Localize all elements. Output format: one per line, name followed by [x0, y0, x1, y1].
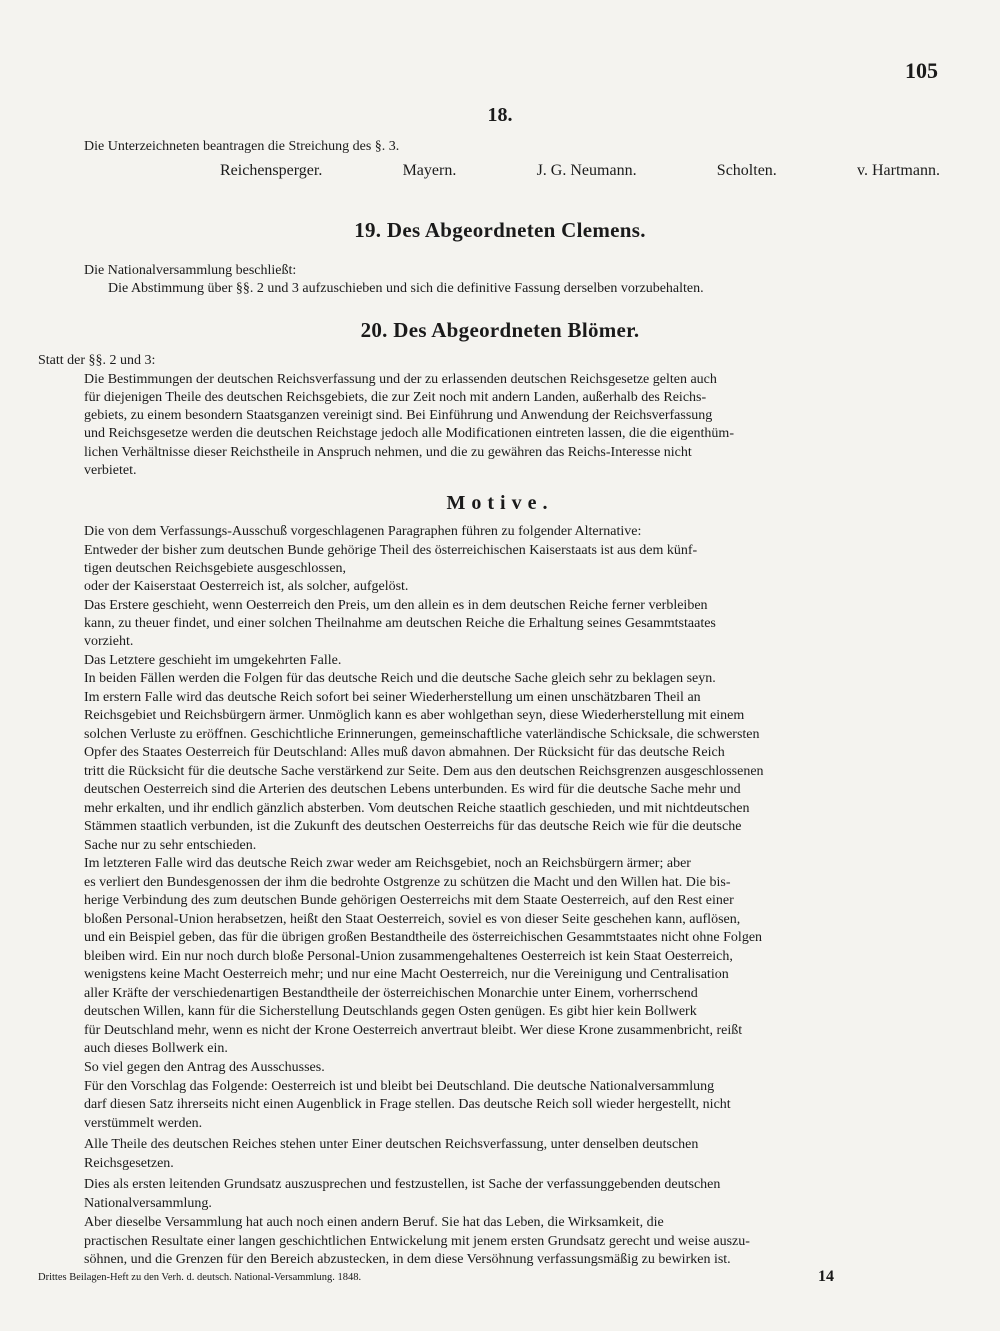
motive-line: söhnen, und die Grenzen für den Bereich abzustecken, in dem diese Versöhnung verfassungsmäßig zu bewirken ist. [84, 1252, 731, 1267]
section-20-line: Die Bestimmungen der deutschen Reichsverfassung und der zu erlassenden deutschen Reichsgesetze gelten auch [84, 372, 717, 387]
motive-line: vorzieht. [84, 634, 134, 649]
signature-mark: 14 [818, 1268, 834, 1285]
motive-line: Alle Theile des deutschen Reiches stehen unter Einer deutschen Reichsverfassung, unter denselben deutschen [84, 1137, 699, 1152]
section-20-line: lichen Verhältnisse dieser Reichstheile in Anspruch nehmen, und die zu gewähren das Reichs-Interesse nicht [84, 445, 692, 460]
motive-line: Sache nur zu sehr entschieden. [84, 838, 257, 853]
footer-source: Drittes Beilagen-Heft zu den Verh. d. deutsch. National-Versammlung. 1848. [38, 1272, 362, 1283]
motive-line: bleiben wird. Ein nur noch durch bloße Personal-Union zusammengehaltenes Oesterreich ist kein Staat Oesterreich, [84, 949, 733, 964]
motive-line: Aber dieselbe Versammlung hat auch noch einen andern Beruf. Sie hat das Leben, die Wirksamkeit, die [84, 1215, 664, 1230]
motive-line: auch dieses Bollwerk ein. [84, 1041, 228, 1056]
motive-line: Für den Vorschlag das Folgende: Oesterreich ist und bleibt bei Deutschland. Die deutsche Nationalversammlung [84, 1079, 715, 1094]
motive-line: Im erstern Falle wird das deutsche Reich sofort bei seiner Wiederherstellung um einen unschätzbaren Theil an [84, 690, 701, 705]
section-20-heading: 20. Des Abgeordneten Blömer. [360, 318, 640, 342]
motive-line: Die von dem Verfassungs-Ausschuß vorgeschlagenen Paragraphen führen zu folgender Alternative: [84, 524, 642, 539]
signatures [220, 162, 940, 180]
signature: Mayern. [402, 162, 457, 179]
page-number: 105 [905, 58, 938, 83]
motive-line: Das Letztere geschieht im umgekehrten Falle. [84, 653, 342, 668]
motive-line: aller Kräfte der verschiedenartigen Bestandtheile der österreichischen Monarchie unter Einem, vorherrschend [84, 986, 698, 1001]
motive-line: solchen Verluste zu eröffnen. Geschichtliche Erinnerungen, gemeinschaftliche vaterländische Schicksale, die schwersten [84, 727, 760, 742]
signature: Reichensperger. [220, 162, 323, 179]
motive-line: oder der Kaiserstaat Oesterreich ist, als solcher, aufgelöst. [84, 579, 409, 594]
section-19-text: Die Nationalversammlung beschließt: [84, 263, 297, 278]
section-18-text: Die Unterzeichneten beantragen die Streichung des §. 3. [84, 139, 400, 154]
motive-line: So viel gegen den Antrag des Ausschusses. [84, 1060, 325, 1075]
signature: J. G. Neumann. [536, 162, 637, 179]
motive-line: Reichsgesetzen. [84, 1156, 174, 1171]
motive-line: Opfer des Staates Oesterreich für Deutschland: Alles muß davon abmahnen. Der Rücksicht für das deutsche Reich [84, 745, 725, 760]
motive-line: und ein Beispiel geben, das für die übrigen großen Bestandtheile des österreichischen Gesammtstaates nicht ohne Folgen [84, 930, 763, 945]
motive-line: für Deutschland mehr, wenn es nicht der Krone Oesterreich anvertraut bleibt. Wer diese Krone zusammenbricht, reißt [84, 1023, 743, 1038]
motive-line: darf diesen Satz ihrerseits nicht einen Augenblick in Frage stellen. Das deutsche Reich soll wieder hergestellt, nicht [84, 1097, 731, 1112]
motive-title: Motive. [446, 492, 554, 514]
motive-line: mehr erkalten, und ihr endlich gänzlich absterben. Vom deutschen Reiche staatlich geschieden, und mit nichtdeutschen [84, 801, 750, 816]
section-20-line: gebiets, zu einem besondern Staatsganzen vereinigt sind. Bei Einführung und Anwendung der Reichsverfassung [84, 408, 713, 423]
motive-line: kann, zu theuer findet, und einer solchen Theilnahme am deutschen Reiche die Erhaltung seines Gesammtstaates [84, 616, 716, 631]
motive-line: bloßen Personal-Union herabsetzen, heißt den Staat Oesterreich, soviel es von dieser Seite geschehen kann, auflösen, [84, 912, 741, 927]
section-20-line: und Reichsgesetze werden die deutschen Reichstage jedoch alle Modificationen eintreten lassen, die die eigenthüm- [84, 426, 734, 441]
section-18-number: 18. [487, 104, 513, 126]
signature: v. Hartmann. [857, 162, 940, 179]
motive-line: herige Verbindung des zum deutschen Bunde gehörigen Oesterreichs mit dem Staate Oesterreich, auf den Rest einer [84, 893, 734, 908]
motive-line: Das Erstere geschieht, wenn Oesterreich den Preis, um den allein es in dem deutschen Reiche ferner verbleiben [84, 598, 708, 613]
motive-line: Stämmen staatlich verbunden, ist die Zukunft des deutschen Oesterreichs für das deutsche Reich wie für die deutsche [84, 819, 742, 834]
motive-line: Im letzteren Falle wird das deutsche Reich zwar weder am Reichsgebiet, noch an Reichsbürgern ärmer; aber [84, 856, 691, 871]
signature: Scholten. [716, 162, 777, 179]
section-20-line: für diejenigen Theile des deutschen Reichsgebiets, die zur Zeit noch mit andern Landen, außerhalb des Reichs- [84, 390, 707, 405]
motive-line: Nationalversammlung. [84, 1196, 212, 1211]
section-20-intro: Statt der §§. 2 und 3: [38, 353, 156, 368]
motive-line: tritt die Rücksicht für die deutsche Sache verstärkend zur Seite. Dem aus den deutschen Reichsgrenzen ausgeschlossenen [84, 764, 764, 779]
motive-line: In beiden Fällen werden die Folgen für das deutsche Reich und die deutsche Sache gleich sehr zu beklagen seyn. [84, 671, 716, 686]
section-19-text: Die Abstimmung über §§. 2 und 3 aufzuschieben und sich die definitive Fassung derselben vorzubehalten. [108, 281, 704, 296]
motive-line: deutschen Willen, kann für die Sicherstellung Deutschlands gegen Osten genügen. Es gibt hier kein Bollwerk [84, 1004, 697, 1019]
motive-line: practischen Resultate einer langen geschichtlichen Entwickelung mit jenem ersten Grundsatz gerecht und weise auszu- [84, 1234, 750, 1249]
motive-line: Dies als ersten leitenden Grundsatz auszusprechen und festzustellen, ist Sache der verfassunggebenden deutschen [84, 1177, 721, 1192]
motive-line: tigen deutschen Reichsgebiete ausgeschlossen, [84, 561, 347, 576]
motive-line: verstümmelt werden. [84, 1116, 203, 1131]
motive-line: wenigstens keine Macht Oesterreich mehr; und nur eine Macht Oesterreich, nur die Vereinigung und Centralisation [84, 967, 729, 982]
section-19-heading: 19. Des Abgeordneten Clemens. [354, 218, 646, 242]
motive-line: Entweder der bisher zum deutschen Bunde gehörige Theil des österreichischen Kaiserstaats ist aus dem künf- [84, 543, 698, 558]
section-20-line: verbietet. [84, 463, 137, 478]
motive-line: Reichsgebiet und Reichsbürgern ärmer. Unmöglich kann es aber wohlgethan seyn, diese Wiederherstellung mit einem [84, 708, 745, 723]
motive-line: es verliert den Bundesgenossen der ihm die bedrohte Ostgrenze zu schützen die Macht und den Willen hat. Die bis- [84, 875, 731, 890]
motive-line: deutschen Oesterreich sind die Arterien des deutschen Lebens unterbunden. Es wird für die deutsche Sache mehr und [84, 782, 741, 797]
